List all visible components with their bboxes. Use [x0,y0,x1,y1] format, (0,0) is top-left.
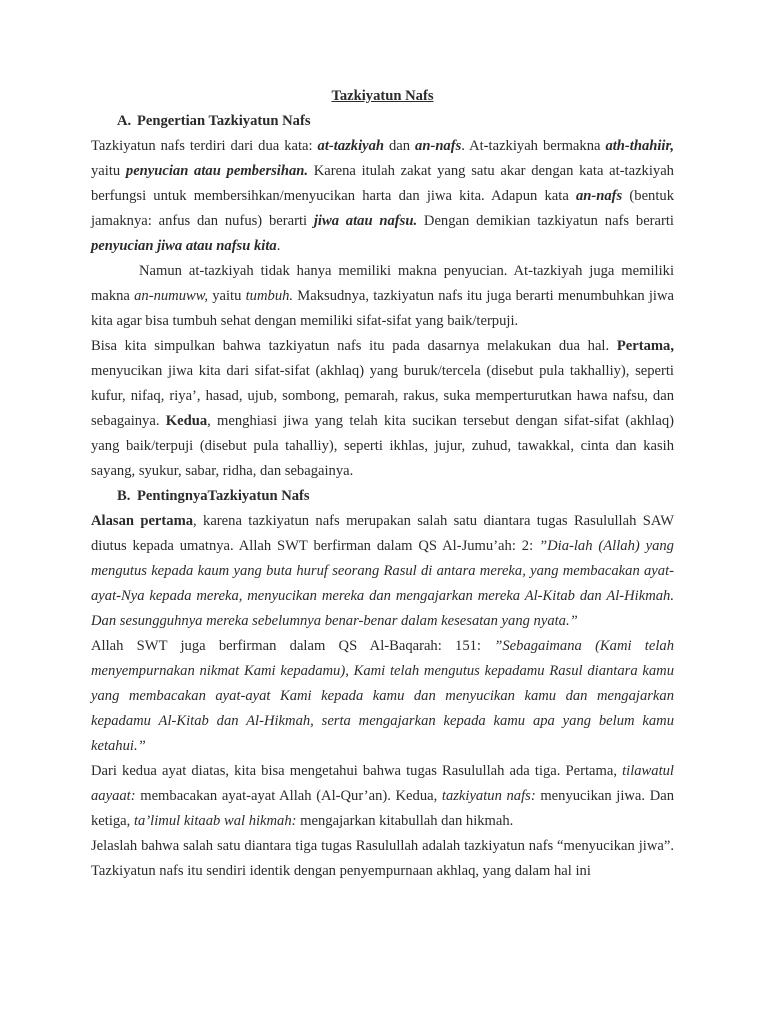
text-run: Karena itulah zakat yang satu akar dengan kata at-tazkiyah berfungsi untuk membersihkan/menyucikan harta dan jiwa kita. Adapun kata [91,163,674,204]
paragraph-growth-meaning [91,259,674,334]
text-run: Tazkiyatun nafs terdiri dari dua kata: [91,138,318,154]
term-tilawatul-aayaat: tilawatul aayaat: [91,763,674,804]
term-penyucian: penyucian atau pembersihan. [125,163,309,179]
term-tumbuh: tumbuh. [245,288,294,304]
text-run: Allah SWT juga berfirman dalam QS Al-Baqarah: 151: [91,638,495,654]
text-run: dan [384,138,416,154]
text-run: (bentuk jamaknya: anfus dan nufus) berarti [91,188,674,229]
text-run: Bisa kita simpulkan bahwa tazkiyatun nafs itu pada dasarnya melakukan dua hal. [91,338,617,354]
term-ath-thahiir: ath-thahiir, [605,138,674,154]
text-run: , karena tazkiyatun nafs merupakan salah satu diantara tugas Rasulullah SAW diutus kepada umatnya. Allah SWT berfirman dalam QS Al-Jumu’ah: 2: [91,513,674,554]
text-run: mengajarkan kitabullah dan hikmah. [296,813,514,829]
paragraph-reason-one [91,509,674,634]
text-run: menyucikan jiwa kita dari sifat-sifat (akhlaq) yang buruk/tercela (disebut pula takhalliy), seperti kufur, nifaq, riya’, hasad, ujub, sombong, pemarah, rakus, suka memperturutkan hawa nafsu, dan sebagainya. [91,363,674,429]
text-run: Namun at-tazkiyah tidak hanya memiliki makna penyucian. At-tazkiyah juga memiliki makna [91,263,674,304]
quote-al-jumuah: ”Dia-lah (Allah) yang mengutus kepada kaum yang buta huruf seorang Rasul di antara mereka, yang membacakan ayat-ayat-Nya kepada mereka, menyucikan mereka dan mengajarkan mereka Al-Kitab dan Al-Hikmah. Dan sesungguhnya mereka sebelumnya benar-benar dalam kesesatan yang nyata.” [91,538,674,629]
text-run: . At-tazkiyah bermakna [461,138,606,154]
paragraph-conclusion [91,334,674,484]
text-run: Dari kedua ayat diatas, kita bisa mengetahui bahwa tugas Rasulullah ada tiga. Pertama, [91,763,623,779]
term-an-numuww: an-numuww, [134,288,209,304]
term-kedua: Kedua [165,413,208,429]
term-tazkiyatun-nafs: tazkiyatun nafs: [441,788,536,804]
section-b-heading [91,484,674,509]
text-run: menyucikan jiwa. Dan ketiga, [91,788,675,829]
document-page [91,84,674,884]
section-a-title: Pengertian Tazkiyatun Nafs [137,113,311,129]
section-b-letter: B. [117,488,131,504]
term-at-tazkiyah: at-tazkiyah [317,138,385,154]
paragraph-closing [91,834,674,884]
text-run: Jelaslah bahwa salah satu diantara tiga tugas Rasulullah adalah tazkiyatun nafs “menyucikan jiwa”. Tazkiyatun nafs itu sendiri identik dengan penyempurnaan akhlaq, yang dalam hal ini [91,838,674,879]
term-alasan-pertama: Alasan pertama [91,513,194,529]
paragraph-al-baqarah [91,634,674,759]
term-penyucian-jiwa: penyucian jiwa atau nafsu kita [91,238,277,254]
document-title: Tazkiyatun Nafs [331,88,434,104]
section-a-letter: A. [117,113,132,129]
text-run: membacakan ayat-ayat Allah (Al-Qur’an). Kedua, [135,788,442,804]
text-run: , menghiasi jiwa yang telah kita sucikan tersebut dengan sifat-sifat (akhlaq) yang baik/terpuji (disebut pula tahalliy), seperti ikhlas, jujur, zuhud, tawakkal, cinta dan kasih sayang, syukur, sabar, ridha, dan sebagainya. [91,413,674,479]
text-run: yaitu [91,163,126,179]
term-talimul-kitaab: ta’limul kitaab wal hikmah: [133,813,297,829]
section-a-heading [91,109,674,134]
paragraph-three-duties [91,759,674,834]
paragraph-definition [91,134,674,259]
text-run: Maksudnya, tazkiyatun nafs itu juga berarti menumbuhkan jiwa kita agar bisa tumbuh sehat dengan memiliki sifat-sifat yang baik/terpuji. [91,288,674,329]
section-b-title: PentingnyaTazkiyatun Nafs [137,488,310,504]
text-run: . [276,238,281,254]
term-an-nafs-2: an-nafs [575,188,623,204]
term-an-nafs: an-nafs [415,138,462,154]
quote-al-baqarah: ”Sebagaimana (Kami telah menyempurnakan nikmat Kami kepadamu), Kami telah mengutus kepadamu Rasul diantara kamu yang membacakan ayat-ayat Kami kepada kamu dan menyucikan kamu dan mengajarkan kepadamu Al-Kitab dan Al-Hikmah, serta mengajarkan kepada kamu apa yang belum kamu ketahui.” [91,638,674,754]
text-run: yaitu [208,288,246,304]
term-pertama: Pertama, [616,338,674,354]
text-run: Dengan demikian tazkiyatun nafs berarti [417,213,674,229]
term-jiwa-atau-nafsu: jiwa atau nafsu. [313,213,418,229]
